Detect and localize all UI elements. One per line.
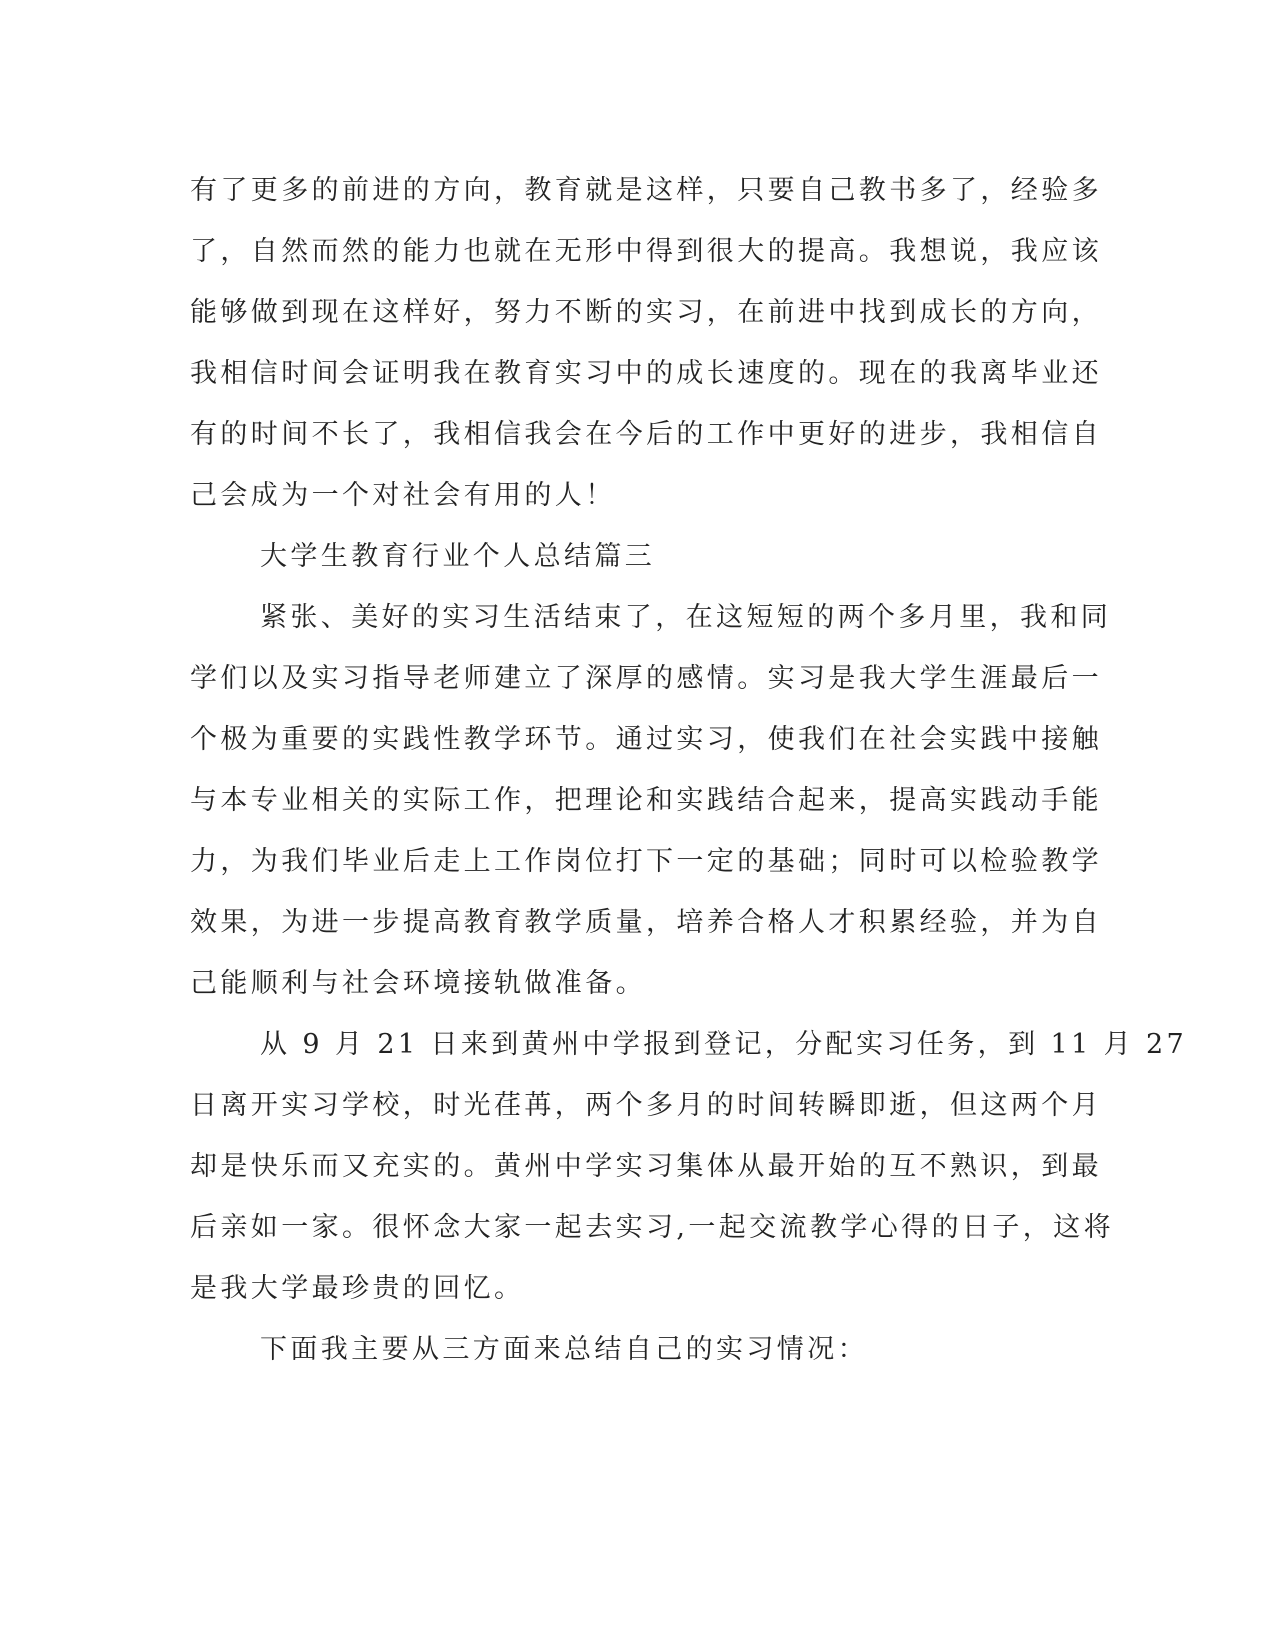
text-line: 力，为我们毕业后走上工作岗位打下一定的基础；同时可以检验教学 bbox=[190, 846, 1102, 877]
text-line: 有了更多的前进的方向，教育就是这样，只要自己教书多了，经验多 bbox=[190, 175, 1102, 206]
text-line: 个极为重要的实践性教学环节。通过实习，使我们在社会实践中接触 bbox=[190, 724, 1102, 755]
paragraph bbox=[190, 1319, 1080, 1380]
text-line: 从 9 月 21 日来到黄州中学报到登记，分配实习任务，到 11 月 27 bbox=[260, 1029, 1188, 1060]
section-heading bbox=[190, 526, 1080, 587]
text-line: 紧张、美好的实习生活结束了，在这短短的两个多月里，我和同 bbox=[260, 602, 1112, 633]
text-line: 后亲如一家。很怀念大家一起去实习,一起交流教学心得的日子，这将 bbox=[190, 1212, 1114, 1243]
paragraph bbox=[190, 1014, 1188, 1319]
text-line: 日离开实习学校，时光荏苒，两个多月的时间转瞬即逝，但这两个月 bbox=[190, 1090, 1102, 1121]
text-line: 能够做到现在这样好，努力不断的实习，在前进中找到成长的方向， bbox=[190, 297, 1102, 328]
text-line: 与本专业相关的实际工作，把理论和实践结合起来，提高实践动手能 bbox=[190, 785, 1102, 816]
text-line: 下面我主要从三方面来总结自己的实习情况： bbox=[260, 1334, 868, 1365]
text-line: 有的时间不长了，我相信我会在今后的工作中更好的进步，我相信自 bbox=[190, 419, 1102, 450]
paragraph-continuation bbox=[190, 160, 1102, 526]
text-line: 是我大学最珍贵的回忆。 bbox=[190, 1273, 525, 1304]
text-line: 己会成为一个对社会有用的人！ bbox=[190, 480, 616, 511]
text-line: 了，自然而然的能力也就在无形中得到很大的提高。我想说，我应该 bbox=[190, 236, 1102, 267]
text-line: 效果，为进一步提高教育教学质量，培养合格人才积累经验，并为自 bbox=[190, 907, 1102, 938]
section-heading-text: 大学生教育行业个人总结篇三 bbox=[260, 541, 656, 572]
text-line: 学们以及实习指导老师建立了深厚的感情。实习是我大学生涯最后一 bbox=[190, 663, 1102, 694]
text-line: 我相信时间会证明我在教育实习中的成长速度的。现在的我离毕业还 bbox=[190, 358, 1102, 389]
paragraph bbox=[190, 587, 1112, 1014]
text-line: 却是快乐而又充实的。黄州中学实习集体从最开始的互不熟识，到最 bbox=[190, 1151, 1102, 1182]
text-line: 己能顺利与社会环境接轨做准备。 bbox=[190, 968, 646, 999]
document-body bbox=[190, 160, 1188, 1380]
